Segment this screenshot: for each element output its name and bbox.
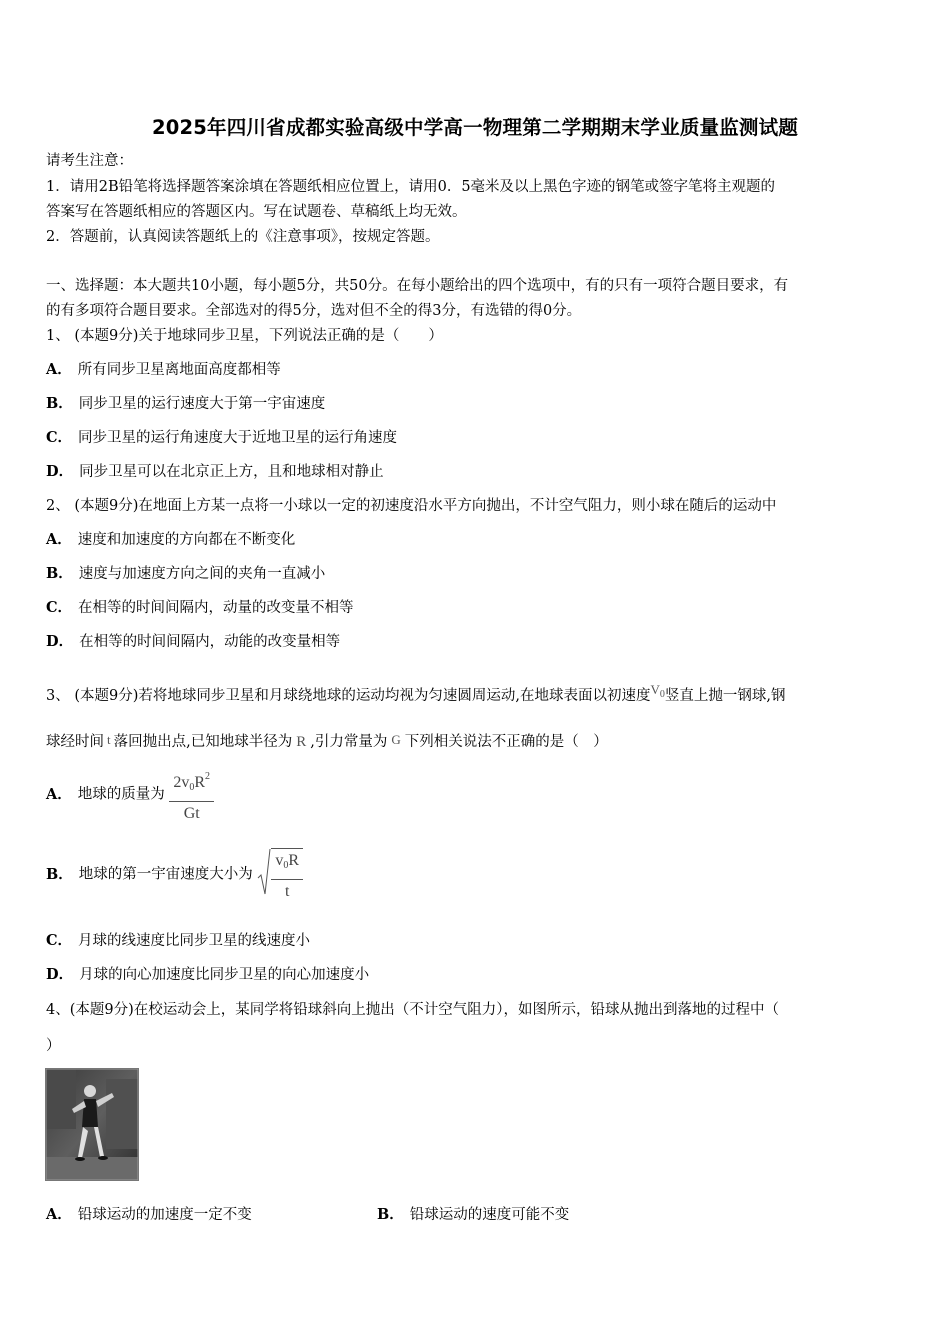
v0-letter: V [650,682,660,697]
stem-text: 落回抛出点,已知地球半径为 [113,734,293,750]
r-symbol: R [296,734,307,750]
option-label: A． [46,531,72,548]
question-4-option-a [46,1205,252,1225]
option-label: B． [46,865,73,883]
stem-text: 球经时间 [46,734,104,750]
option-text: 同步卫星的运行速度大于第一宇宙速度 [78,396,326,412]
question-3-option-c [46,931,310,951]
question-4-option-b [377,1205,569,1225]
option-text: 速度与加速度方向之间的夹角一直减小 [78,566,326,582]
option-label: A． [46,785,72,803]
v0-subscript: 0 [659,689,665,700]
shot-put-athlete-image [46,1069,138,1180]
shot-put-photo [45,1068,139,1181]
notice-item-2: 2．答题前，认真阅读答题纸上的《注意事项》，按规定答题。 [46,229,440,245]
num-v: v [275,851,284,869]
option-text: 速度和加速度的方向都在不断变化 [77,532,296,548]
num-subscript: 0 [189,782,195,793]
option-label: A． [46,1206,72,1223]
option-label: C． [46,599,73,616]
section-instructions-line-2: 的有多项符合题目要求。全部选对的得5分，选对但不全的得3分，有选错的得0分。 [46,303,582,319]
notice-item-1-line-1: 1．请用2B铅笔将选择题答案涂填在答题纸相应位置上，请用0．5毫米及以上黑色字迹的钢笔或签字笔将主观题的 [46,179,776,195]
question-3-stem-line-1 [46,680,785,706]
option-label: C． [46,932,73,949]
sqrt-body [271,848,303,901]
formula-denominator: Gt [183,805,200,822]
option-text: 地球的质量为 [77,786,165,803]
option-label: B． [46,565,73,582]
question-4-stem-line-1: 4、(本题9分)在校运动会上，某同学将铅球斜向上抛出（不计空气阻力），如图所示，铅球从抛出到落地的过程中（ [46,1002,780,1018]
question-2-option-a [46,530,295,550]
g-symbol: G [391,732,401,747]
num-superscript: 2 [205,771,211,782]
question-1-option-d [46,462,384,482]
option-label: C． [46,429,73,446]
option-label: D． [46,463,74,480]
option-text: 同步卫星可以在北京正上方，且和地球相对静止 [79,464,384,480]
question-2-stem: 2、 (本题9分)在地面上方某一点将一小球以一定的初速度沿水平方向抛出，不计空气阻力，则小球在随后的运动中 [46,498,777,514]
first-cosmic-velocity-formula [257,848,303,901]
option-text: 在相等的时间间隔内，动能的改变量相等 [79,634,341,650]
notice-heading: 请考生注意： [46,153,133,169]
option-text: 地球的第一宇宙速度大小为 [78,866,253,883]
option-text: 月球的向心加速度比同步卫星的向心加速度小 [79,967,370,983]
formula-denominator: t [284,882,290,900]
earth-mass-formula [169,766,214,823]
question-3-option-b [46,848,303,901]
question-1-stem: 1、 (本题9分)关于地球同步卫星，下列说法正确的是（ ） [46,328,443,344]
v0-symbol [650,682,665,700]
formula-numerator [271,850,303,880]
formula-numerator [169,766,214,802]
num-coef: 2v [173,774,190,791]
question-3-stem-line-2 [46,730,608,752]
question-1-option-a [46,360,281,380]
num-r: R [288,851,300,869]
section-instructions-line-1: 一、选择题：本大题共10小题，每小题5分，共50分。在每小题给出的四个选项中，有的只有一项符合题目要求，有 [46,278,789,294]
question-2-option-c [46,598,354,618]
sqrt-sign-icon [257,848,271,898]
question-2-option-d [46,632,340,652]
stem-text: ,引力常量为 [310,734,388,750]
option-label: B． [377,1206,404,1223]
option-text: 月球的线速度比同步卫星的线速度小 [78,933,311,949]
question-3-option-a [46,766,214,823]
option-label: D． [46,966,74,983]
option-text: 所有同步卫星离地面高度都相等 [77,362,281,378]
question-2-option-b [46,564,325,584]
stem-text: 下列相关说法不正确的是（ ） [404,734,608,750]
notice-item-1-line-2: 答案写在答题纸相应的答题区内。写在试题卷、草稿纸上均无效。 [46,204,467,220]
stem-text: 3、 (本题9分)若将地球同步卫星和月球绕地球的运动均视为匀速圆周运动,在地球表面以初速度 [46,688,651,704]
option-text: 铅球运动的速度可能不变 [409,1207,570,1223]
question-1-option-c [46,428,397,448]
t-symbol: t [107,732,111,747]
option-text: 在相等的时间间隔内，动量的改变量不相等 [78,600,354,616]
option-label: B． [46,395,73,412]
question-3-option-d [46,965,369,985]
question-1-option-b [46,394,325,414]
option-label: A． [46,361,72,378]
question-4-stem-line-2: ） [46,1038,61,1054]
option-text: 同步卫星的运行角速度大于近地卫星的运行角速度 [78,430,398,446]
page-title: 2025年四川省成都实验高级中学高一物理第二学期期末学业质量监测试题 [151,116,799,139]
sqrt-fraction [271,850,303,901]
option-label: D． [46,633,74,650]
option-text: 铅球运动的加速度一定不变 [77,1207,252,1223]
num-r: R [194,774,206,791]
num-subscript: 0 [283,859,289,871]
stem-text: 竖直上抛一钢球,钢 [664,688,786,704]
